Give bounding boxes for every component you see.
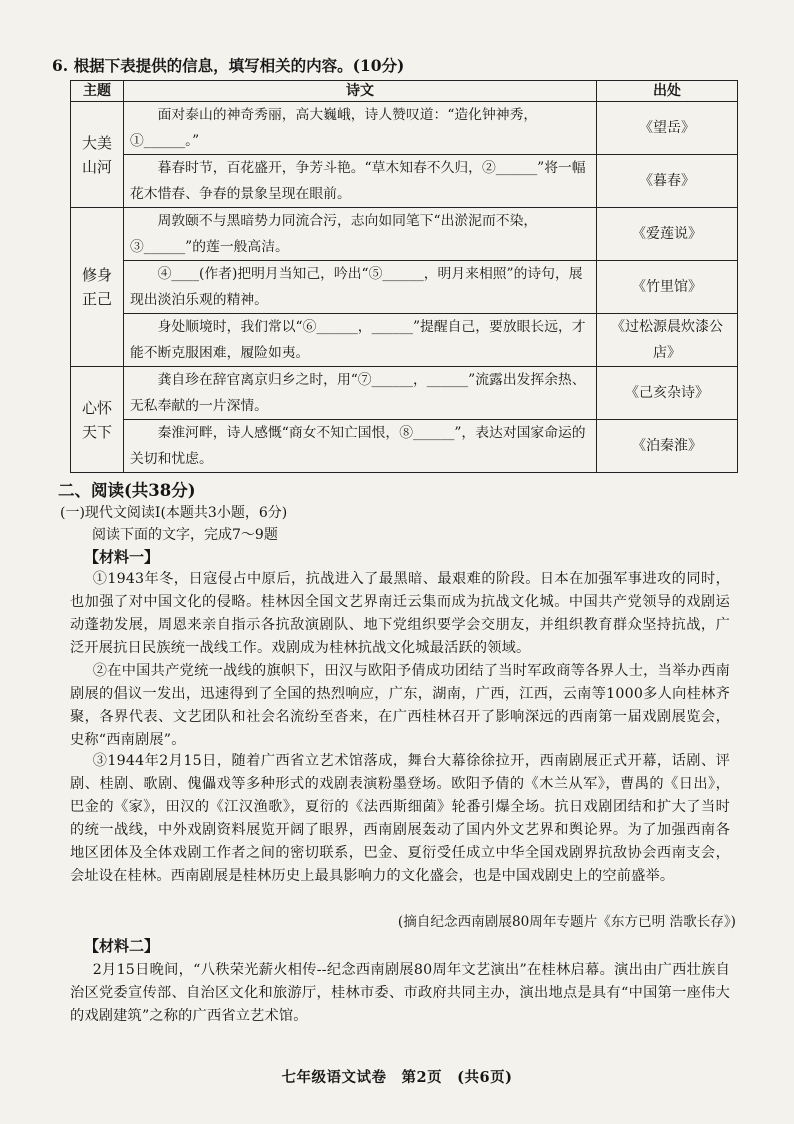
source-cell: 《泊秦淮》	[597, 420, 738, 473]
table-row	[71, 367, 738, 420]
source-cell: 《己亥杂诗》	[597, 367, 738, 420]
poem-cell: ④____(作者)把明月当知己，吟出“⑤______，明月来相照”的诗句，展现出淡泊乐观的精神。	[124, 261, 597, 314]
material-1-label: 【材料一】	[84, 548, 160, 566]
topic-line: 山河	[81, 157, 112, 176]
material-1-paragraph: ①1943年冬，日寇侵占中原后，抗战进入了最黑暗、最艰难的阶段。日本在加强军事进攻的同时，也加强了对中国文化的侵略。桂林因全国文艺界南迁云集而成为抗战文化城。中国共产党领导的戏剧运动蓬勃发展，周恩来亲自指示各抗敌演剧队、地下党组织要学会交朋友，并组织教育群众坚持抗战，广泛开展抗日民族统一战线工作。戏剧成为桂林抗战文化城最活跃的领域。	[70, 571, 730, 656]
source-cell: 《过松源晨炊漆公店》	[597, 314, 738, 367]
topic-line: 心怀	[81, 398, 112, 417]
poem-cell: 身处顺境时，我们常以“⑥______，______”提醒自己，要放眼长远，才能不断克服困难，履险如夷。	[124, 314, 597, 367]
table-header-row	[71, 81, 738, 102]
source-cell: 《爱莲说》	[597, 208, 738, 261]
poem-cell: 面对泰山的神奇秀丽，高大巍峨，诗人赞叹道：“造化钟神秀，①______。”	[124, 102, 597, 155]
poem-cell: 暮春时节，百花盛开，争芳斗艳。“草木知春不久归，②______”将一幅花木惜春、争春的景象呈现在眼前。	[124, 155, 597, 208]
source-cell: 《望岳》	[597, 102, 738, 155]
topic-line: 正己	[81, 290, 112, 308]
topic-line: 修身	[81, 266, 112, 284]
material-1-paragraph: ③1944年2月15日，随着广西省立艺术馆落成，舞台大幕徐徐拉开，西南剧展正式开幕，话剧、评剧、桂剧、歌剧、傀儡戏等多种形式的戏剧表演粉墨登场。欧阳予倩的《木兰从军》，曹禺的《日出》，巴金的《家》，田汉的《江汉渔歌》，夏衍的《法西斯细菌》轮番引爆全场。抗日戏剧团结和扩大了当时的统一战线，中外戏剧资料展览开阔了眼界，西南剧展轰动了国内外文艺界和舆论界。为了加强西南各地区团体及全体戏剧工作者之间的密切联系，巴金、夏衍受任成立中华全国戏剧界抗敌协会西南支会，会址设在桂林。西南剧展是桂林历史上最具影响力的文化盛会，也是中国戏剧史上的空前盛举。	[70, 753, 730, 884]
header-source: 出处	[597, 81, 738, 102]
topic-cell	[71, 102, 124, 208]
source-cell: 《竹里馆》	[597, 261, 738, 314]
poetry-table	[70, 80, 738, 473]
table-row	[71, 102, 738, 155]
table-row	[71, 208, 738, 261]
poem-cell: 龚自珍在辞官离京归乡之时，用“⑦______，______”流露出发挥余热、无私奉献的一片深情。	[124, 367, 597, 420]
topic-line: 大美	[81, 133, 112, 152]
table-row	[71, 420, 738, 473]
topic-cell	[71, 208, 124, 367]
header-poem: 诗文	[124, 81, 597, 102]
table-row	[71, 314, 738, 367]
table-row	[71, 261, 738, 314]
header-topic: 主题	[71, 81, 124, 102]
poem-cell: 周敦颐不与黑暗势力同流合污，志向如同笔下“出淤泥而不染，③______”的莲一般高洁。	[124, 208, 597, 261]
poem-cell: 秦淮河畔，诗人感慨“商女不知亡国恨，⑧______”，表达对国家命运的关切和忧虑。	[124, 420, 597, 473]
material-2-paragraph: 2月15日晚间，“八秩荣光薪火相传--纪念西南剧展80周年文艺演出”在桂林启幕。演出由广西壮族自治区党委宣传部、自治区文化和旅游厅，桂林市委、市政府共同主办，演出地点是具有“中国第一座伟大的戏剧建筑”之称的广西省立艺术馆。	[70, 962, 730, 1024]
source-cell: 《暮春》	[597, 155, 738, 208]
section-2-title: 二、阅读(共38分)	[58, 481, 196, 500]
page-footer: 七年级语文试卷 第2页 (共6页)	[281, 1069, 513, 1086]
topic-line: 天下	[81, 422, 112, 441]
table-row	[71, 155, 738, 208]
material-1-paragraph: ②在中国共产党统一战线的旗帜下，田汉与欧阳予倩成功团结了当时军政商等各界人士，当举办西南剧展的倡议一发出，迅速得到了全国的热烈响应，广东，湖南，广西，江西，云南等1000多人向桂林齐聚，各界代表、文艺团队和社会名流纷至沓来，在广西桂林召开了影响深远的西南第一届戏剧展览会，史称“西南剧展”。	[70, 663, 730, 748]
reading-instruction: 阅读下面的文字，完成7～9题	[92, 527, 278, 543]
material-2-label: 【材料二】	[84, 937, 160, 955]
question-6-title: 6. 根据下表提供的信息，填写相关的内容。(10分)	[52, 56, 405, 75]
material-1-citation: (摘自纪念西南剧展80周年专题片《东方已明 浩歌长存》)	[397, 914, 736, 930]
subsection-title: (一)现代文阅读Ⅰ(本题共3小题，6分)	[60, 505, 288, 521]
topic-cell	[71, 367, 124, 473]
